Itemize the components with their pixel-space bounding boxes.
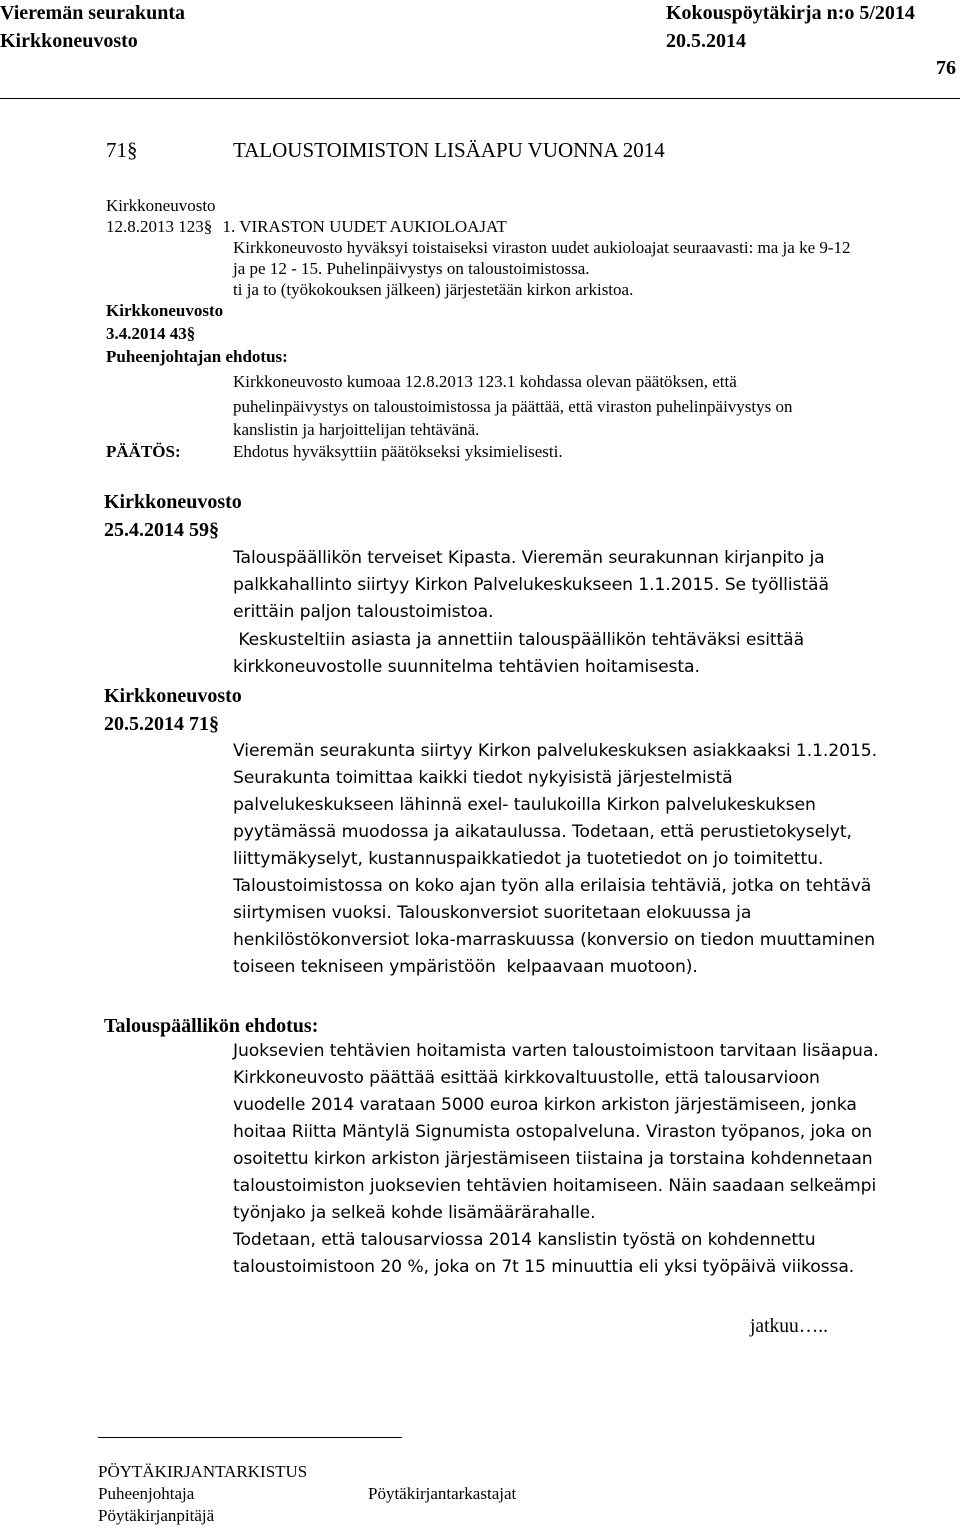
minutes-number: Kokouspöytäkirja n:o 5/2014 — [666, 2, 915, 24]
prior4-line: toiseen tekniseen ympäristöön kelpaavaan muotoon). — [233, 957, 698, 977]
prior1-line: ja pe 12 - 15. Puhelinpäivystys on taloustoimistossa. — [233, 259, 590, 278]
footer-rule — [98, 1437, 402, 1438]
prior4-line: pyytämässä muodossa ja aikataulussa. Todetaan, että perustietokyselyt, — [233, 822, 852, 842]
proposal-line: vuodelle 2014 varataan 5000 euroa kirkon arkiston järjestämiseen, jonka — [233, 1095, 857, 1115]
meeting-date: 20.5.2014 — [666, 30, 746, 52]
paragraph-symbol: § — [203, 217, 213, 236]
footer-title: PÖYTÄKIRJANTARKISTUS — [98, 1462, 308, 1481]
prior4-ref: 20.5.2014 71§ — [104, 713, 219, 735]
prior1-line: ti ja to (työkokouksen jälkeen) järjestetään kirkon arkistoa. — [233, 280, 634, 299]
section-title: TALOUSTOIMISTON LISÄAPU VUONNA 2014 — [233, 138, 665, 162]
proposal-line: taloustoimiston juoksevien tehtävien hoitamiseen. Näin saadaan selkeämpi — [233, 1176, 877, 1196]
prior3-line: Keskusteltiin asiasta ja annettiin talouspäällikön tehtäväksi esittää — [233, 630, 805, 650]
body-name: Kirkkoneuvosto — [0, 30, 138, 52]
prior2-proposal-label: Puheenjohtajan ehdotus: — [106, 347, 288, 366]
page-number: 76 — [936, 57, 956, 79]
prior4-line: Seurakunta toimittaa kaikki tiedot nykyisistä järjestelmistä — [233, 768, 733, 788]
prior1-ref-date: 12.8.2013 123 — [106, 217, 204, 236]
paragraph-symbol: § — [186, 324, 196, 343]
prior2-proposal-line: Kirkkoneuvosto kumoaa 12.8.2013 123.1 kohdassa olevan päätöksen, että — [233, 372, 737, 391]
continues-note: jatkuu….. — [750, 1316, 828, 1337]
prior3-line: kirkkoneuvostolle suunnitelma tehtävien hoitamisesta. — [233, 657, 700, 677]
proposal-line: hoitaa Riitta Mäntylä Signumista ostopalveluna. Viraston työpanos, joka on — [233, 1122, 873, 1142]
proposal-line: Kirkkoneuvosto päättää esittää kirkkovaltuustolle, että talousarvioon — [233, 1068, 820, 1088]
header-rule — [0, 98, 960, 99]
proposal-line: Juoksevien tehtävien hoitamista varten taloustoimistoon tarvitaan lisäapua. — [233, 1041, 879, 1061]
prior4-line: henkilöstökonversiot loka-marraskuussa (konversio on tiedon muuttaminen — [233, 930, 876, 950]
prior1-ref — [106, 217, 507, 237]
section-heading — [106, 138, 138, 163]
proposal-line: Todetaan, että talousarviossa 2014 kanslistin työstä on kohdennettu — [233, 1230, 816, 1250]
parish-name: Vieremän seurakunta — [0, 2, 185, 24]
prior2-ref: 3.4.2014 43§ — [106, 324, 196, 343]
prior2-body: Kirkkoneuvosto — [106, 301, 224, 320]
footer-chair: Puheenjohtaja — [98, 1484, 195, 1503]
paragraph-symbol: § — [127, 138, 138, 162]
prior3-body: Kirkkoneuvosto — [104, 491, 242, 513]
prior4-line: Taloustoimistossa on koko ajan työn alla erilaisia tehtäviä, jotka on tehtävä — [233, 876, 872, 896]
prior3-line: erittäin paljon taloustoimistoa. — [233, 602, 494, 622]
paragraph-symbol: § — [209, 519, 219, 541]
section-number: 71 — [106, 138, 127, 162]
proposal-line: työnjako ja selkeä kohde lisämäärärahalle. — [233, 1203, 596, 1223]
prior3-line: Talouspäällikön terveiset Kipasta. Vieremän seurakunnan kirjanpito ja — [233, 548, 825, 568]
prior2-decision-text: Ehdotus hyväksyttiin päätökseksi yksimielisesti. — [233, 442, 563, 461]
prior2-proposal-line: puhelinpäivystys on taloustoimistossa ja päättää, että viraston puhelinpäivystys on — [233, 397, 793, 416]
prior2-decision-label: PÄÄTÖS: — [106, 442, 181, 461]
prior1-body: Kirkkoneuvosto — [106, 196, 216, 215]
proposal-line: osoitettu kirkon arkiston järjestämiseen tiistaina ja torstaina kohdennetaan — [233, 1149, 873, 1169]
proposal-label: Talouspäällikön ehdotus: — [104, 1015, 319, 1037]
prior4-line: liittymäkyselyt, kustannuspaikkatiedot ja tuotetiedot on jo toimitettu. — [233, 849, 824, 869]
paragraph-symbol: § — [209, 713, 219, 735]
prior4-body: Kirkkoneuvosto — [104, 685, 242, 707]
prior3-ref: 25.4.2014 59§ — [104, 519, 219, 541]
prior3-line: palkkahallinto siirtyy Kirkon Palvelukeskukseen 1.1.2015. Se työllistää — [233, 575, 829, 595]
prior1-ref-item: 1. VIRASTON UUDET AUKIOLOAJAT — [222, 217, 507, 236]
prior4-line: siirtymisen vuoksi. Talouskonversiot suoritetaan elokuussa ja — [233, 903, 752, 923]
proposal-line: taloustoimistoon 20 %, joka on 7t 15 minuuttia eli yksi työpäivä viikossa. — [233, 1257, 855, 1277]
prior4-line: palvelukeskukseen lähinnä exel- taulukoilla Kirkon palvelukeskuksen — [233, 795, 816, 815]
prior4-line: Vieremän seurakunta siirtyy Kirkon palvelukeskuksen asiakkaaksi 1.1.2015. — [233, 741, 878, 761]
prior1-line: Kirkkoneuvosto hyväksyi toistaiseksi viraston uudet aukioloajat seuraavasti: ma ja ke 9-12 — [233, 238, 851, 257]
footer-secretary: Pöytäkirjanpitäjä — [98, 1506, 215, 1525]
prior2-proposal-line: kanslistin ja harjoittelijan tehtävänä. — [233, 420, 480, 439]
footer-checkers: Pöytäkirjantarkastajat — [368, 1484, 517, 1503]
